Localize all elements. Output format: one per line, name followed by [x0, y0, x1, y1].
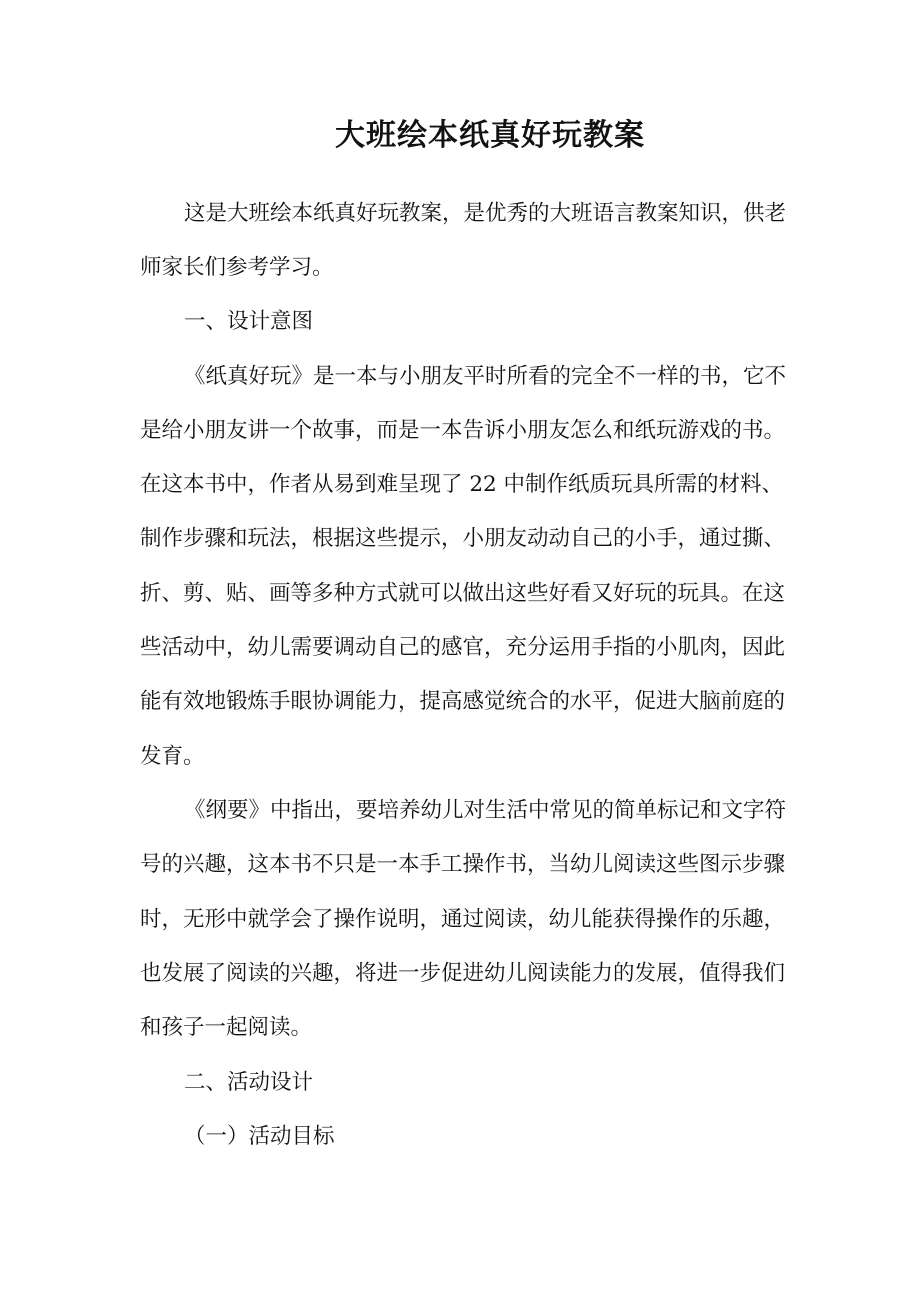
paragraph-line: 发育。 — [140, 744, 205, 769]
paragraph-line: 能有效地锻炼手眼协调能力，提高感觉统合的水平，促进大脑前庭的 — [140, 689, 786, 714]
paragraph-line: 是给小朋友讲一个故事，而是一本告诉小朋友怎么和纸玩游戏的书。 — [140, 418, 786, 443]
paragraph-line: 这是大班绘本纸真好玩教案，是优秀的大班语言教案知识，供老 — [184, 201, 787, 226]
section-heading: 二、活动设计 — [184, 1070, 314, 1095]
section-heading: 一、设计意图 — [184, 309, 314, 334]
paragraph-line: 和孩子一起阅读。 — [140, 1015, 313, 1040]
paragraph-line: 时，无形中就学会了操作说明，通过阅读，幼儿能获得操作的乐趣， — [140, 907, 786, 932]
paragraph-line: 折、剪、贴、画等多种方式就可以做出这些好看又好玩的玩具。在这 — [140, 581, 786, 606]
paragraph-line: 师家长们参考学习。 — [140, 255, 334, 280]
paragraph-line: 在这本书中，作者从易到难呈现了 22 中制作纸质玩具所需的材料、 — [140, 472, 784, 497]
paragraph-line: 《纲要》中指出，要培养幼儿对生活中常见的简单标记和文字符 — [184, 798, 787, 823]
paragraph-line: 也发展了阅读的兴趣，将进一步促进幼儿阅读能力的发展，值得我们 — [140, 961, 786, 986]
subsection-heading: （一）活动目标 — [184, 1124, 335, 1149]
paragraph-line: 号的兴趣，这本书不只是一本手工操作书，当幼儿阅读这些图示步骤 — [140, 852, 786, 877]
document-title: 大班绘本纸真好玩教案 — [335, 118, 645, 153]
paragraph-line: 《纸真好玩》是一本与小朋友平时所看的完全不一样的书，它不 — [184, 364, 787, 389]
paragraph-line: 制作步骤和玩法，根据这些提示，小朋友动动自己的小手，通过撕、 — [140, 526, 786, 551]
paragraph-line: 些活动中，幼儿需要调动自己的感官，充分运用手指的小肌肉，因此 — [140, 635, 786, 660]
